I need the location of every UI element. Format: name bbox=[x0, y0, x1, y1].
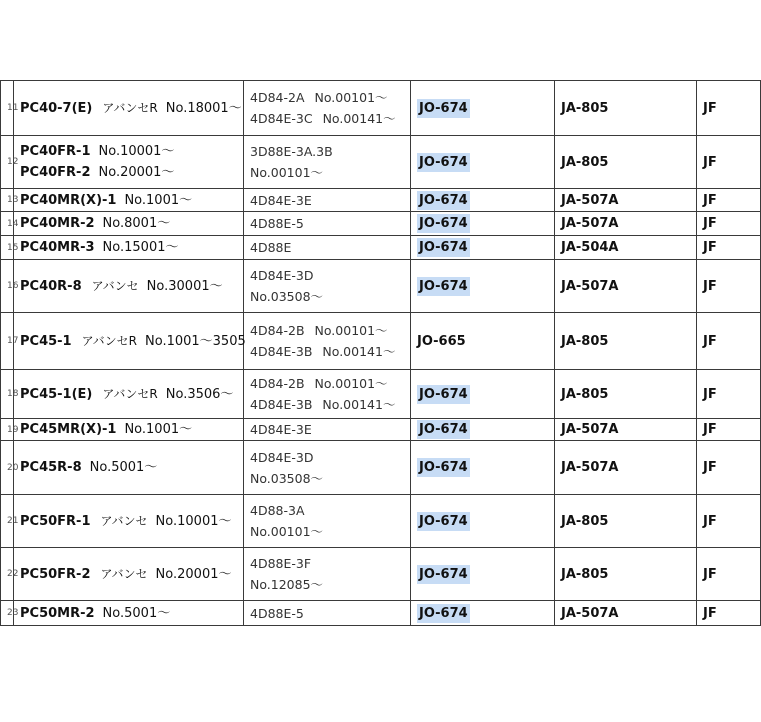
jo-part-number: JO-674 bbox=[419, 192, 468, 208]
row-number: 14 bbox=[1, 212, 14, 236]
model-cell bbox=[14, 189, 244, 212]
engine-line bbox=[250, 553, 404, 574]
jf-part-number: JF bbox=[703, 278, 717, 294]
engine-cell bbox=[244, 495, 411, 548]
ja-part-number: JA-507A bbox=[561, 460, 619, 475]
model-line bbox=[20, 419, 237, 440]
model-cell bbox=[14, 370, 244, 419]
model-serial: No.10001～ bbox=[155, 513, 232, 529]
jo-cell bbox=[411, 260, 555, 313]
model-name: PC45-1 bbox=[20, 333, 72, 349]
jf-cell bbox=[697, 419, 761, 441]
jo-cell bbox=[411, 441, 555, 495]
ja-cell bbox=[555, 601, 697, 626]
jf-cell bbox=[697, 212, 761, 236]
row-number: 17 bbox=[1, 313, 14, 370]
model-cell bbox=[14, 441, 244, 495]
jf-part-number: JF bbox=[703, 216, 717, 231]
jo-part-number: JO-674 bbox=[419, 278, 468, 294]
model-cell bbox=[14, 260, 244, 313]
jo-cell bbox=[411, 313, 555, 370]
engine-code: 4D88-3A bbox=[250, 503, 305, 518]
model-serial: No.5001～ bbox=[102, 605, 171, 621]
model-line bbox=[20, 564, 237, 585]
jo-part-number: JO-665 bbox=[417, 333, 466, 349]
jf-part-number: JF bbox=[703, 100, 717, 116]
jf-cell bbox=[697, 441, 761, 495]
model-name: PC40-7(E) bbox=[20, 100, 93, 116]
model-name: PC40MR-2 bbox=[20, 216, 95, 231]
model-variant: アバンセ bbox=[100, 513, 148, 528]
engine-code: No.03508～ bbox=[250, 289, 324, 304]
model-cell bbox=[14, 548, 244, 601]
engine-line bbox=[250, 87, 404, 108]
model-serial: No.8001～ bbox=[102, 216, 171, 231]
engine-code: No.00101～ bbox=[250, 165, 324, 180]
engine-cell bbox=[244, 260, 411, 313]
jo-cell bbox=[411, 548, 555, 601]
jf-part-number: JF bbox=[703, 422, 717, 437]
ja-cell bbox=[555, 441, 697, 495]
model-cell bbox=[14, 419, 244, 441]
jo-cell bbox=[411, 236, 555, 260]
engine-line bbox=[250, 265, 404, 286]
table-row bbox=[1, 548, 761, 601]
engine-line bbox=[250, 521, 404, 542]
engine-code: 4D84E-3E bbox=[250, 192, 312, 208]
model-line bbox=[20, 162, 237, 183]
model-cell bbox=[14, 313, 244, 370]
model-serial: No.15001～ bbox=[102, 240, 179, 255]
model-name: PC40MR(X)-1 bbox=[20, 192, 117, 208]
engine-code: 4D84-2B bbox=[250, 376, 305, 391]
ja-part-number: JA-504A bbox=[561, 240, 619, 255]
model-serial: No.30001～ bbox=[146, 278, 223, 294]
engine-cell bbox=[244, 419, 411, 441]
jo-cell bbox=[411, 370, 555, 419]
ja-part-number: JA-805 bbox=[561, 386, 609, 402]
engine-code: 4D84E-3B bbox=[250, 344, 313, 359]
engine-line bbox=[250, 419, 404, 440]
ja-part-number: JA-507A bbox=[561, 278, 619, 294]
ja-cell bbox=[555, 495, 697, 548]
engine-cell bbox=[244, 136, 411, 189]
engine-serial: No.00101～ bbox=[314, 376, 388, 391]
jo-part-number: JO-674 bbox=[419, 605, 468, 621]
jf-part-number: JF bbox=[703, 566, 717, 582]
ja-cell bbox=[555, 548, 697, 601]
jo-cell bbox=[411, 212, 555, 236]
model-cell bbox=[14, 601, 244, 626]
row-number: 13 bbox=[1, 189, 14, 212]
ja-part-number: JA-805 bbox=[561, 154, 609, 170]
model-variant: アバンセ bbox=[91, 278, 139, 293]
engine-line bbox=[250, 286, 404, 307]
parts-table bbox=[0, 80, 761, 626]
jf-cell bbox=[697, 495, 761, 548]
row-number: 16 bbox=[1, 260, 14, 313]
engine-cell bbox=[244, 601, 411, 626]
table-row bbox=[1, 212, 761, 236]
ja-cell bbox=[555, 136, 697, 189]
engine-code: No.12085～ bbox=[250, 577, 324, 592]
jf-part-number: JF bbox=[703, 192, 717, 208]
jf-cell bbox=[697, 136, 761, 189]
engine-cell bbox=[244, 81, 411, 136]
jf-part-number: JF bbox=[703, 333, 717, 349]
model-line bbox=[20, 511, 237, 532]
row-number: 21 bbox=[1, 495, 14, 548]
engine-code: 4D88E bbox=[250, 240, 292, 255]
engine-code: 4D84E-3C bbox=[250, 111, 313, 126]
model-cell bbox=[14, 495, 244, 548]
engine-code: 4D84E-3B bbox=[250, 397, 313, 412]
engine-code: No.03508～ bbox=[250, 470, 324, 486]
model-line bbox=[20, 98, 242, 119]
model-cell bbox=[14, 236, 244, 260]
model-name: PC40R-8 bbox=[20, 278, 82, 294]
ja-cell bbox=[555, 313, 697, 370]
jf-cell bbox=[697, 189, 761, 212]
model-serial: No.1001～ bbox=[124, 422, 193, 437]
jo-part-number: JO-674 bbox=[419, 100, 468, 116]
engine-serial: No.00141～ bbox=[322, 397, 396, 412]
model-serial: No.1001～3505 bbox=[145, 333, 246, 349]
ja-cell bbox=[555, 370, 697, 419]
engine-cell bbox=[244, 548, 411, 601]
table-row bbox=[1, 189, 761, 212]
engine-code: 4D84E-3E bbox=[250, 422, 312, 437]
table-row bbox=[1, 495, 761, 548]
jo-cell bbox=[411, 601, 555, 626]
jf-cell bbox=[697, 370, 761, 419]
ja-cell bbox=[555, 419, 697, 441]
engine-code: 4D88E-5 bbox=[250, 216, 304, 231]
engine-line bbox=[250, 500, 404, 521]
engine-cell bbox=[244, 441, 411, 495]
jf-cell bbox=[697, 313, 761, 370]
jo-cell bbox=[411, 81, 555, 136]
engine-line bbox=[250, 213, 404, 234]
jo-cell bbox=[411, 136, 555, 189]
jf-cell bbox=[697, 81, 761, 136]
table-row bbox=[1, 419, 761, 441]
table-row bbox=[1, 236, 761, 260]
engine-code: 4D84E-3D bbox=[250, 268, 314, 283]
ja-part-number: JA-507A bbox=[561, 605, 619, 621]
ja-part-number: JA-805 bbox=[561, 513, 609, 529]
model-name: PC50FR-1 bbox=[20, 513, 91, 529]
model-serial: No.1001～ bbox=[124, 192, 193, 208]
table-row bbox=[1, 260, 761, 313]
model-serial: No.3506～ bbox=[165, 386, 234, 402]
model-line bbox=[20, 276, 237, 297]
engine-code: 4D88E-3F bbox=[250, 556, 312, 571]
engine-line bbox=[250, 447, 404, 468]
jf-part-number: JF bbox=[703, 386, 717, 402]
jo-part-number: JO-674 bbox=[419, 422, 468, 437]
engine-line bbox=[250, 341, 404, 362]
engine-cell bbox=[244, 313, 411, 370]
parts-table-body bbox=[1, 81, 761, 626]
ja-cell bbox=[555, 189, 697, 212]
table-row bbox=[1, 81, 761, 136]
model-line bbox=[20, 384, 237, 405]
model-name: PC40FR-1 bbox=[20, 144, 91, 159]
row-number: 18 bbox=[1, 370, 14, 419]
ja-part-number: JA-507A bbox=[561, 192, 619, 208]
model-variant: アバンセR bbox=[102, 386, 158, 401]
engine-line bbox=[250, 162, 404, 183]
engine-line bbox=[250, 603, 404, 624]
jo-part-number: JO-674 bbox=[419, 566, 468, 582]
model-name: PC50FR-2 bbox=[20, 566, 91, 582]
model-cell bbox=[14, 136, 244, 189]
ja-part-number: JA-805 bbox=[561, 100, 609, 116]
jf-part-number: JF bbox=[703, 460, 717, 475]
model-line bbox=[20, 237, 237, 258]
engine-line bbox=[250, 237, 404, 258]
table-row bbox=[1, 313, 761, 370]
engine-cell bbox=[244, 236, 411, 260]
jo-part-number: JO-674 bbox=[419, 240, 468, 255]
engine-serial: No.00101～ bbox=[314, 323, 388, 338]
table-row bbox=[1, 601, 761, 626]
ja-part-number: JA-507A bbox=[561, 422, 619, 437]
model-line bbox=[20, 190, 237, 211]
model-name: PC40MR-3 bbox=[20, 240, 95, 255]
table-row bbox=[1, 441, 761, 495]
jo-part-number: JO-674 bbox=[419, 460, 468, 475]
jf-part-number: JF bbox=[703, 240, 717, 255]
model-variant: アバンセR bbox=[81, 333, 137, 348]
ja-part-number: JA-507A bbox=[561, 216, 619, 231]
row-number: 20 bbox=[1, 441, 14, 495]
engine-line bbox=[250, 394, 404, 415]
model-cell bbox=[14, 81, 244, 136]
jo-part-number: JO-674 bbox=[419, 386, 468, 402]
ja-cell bbox=[555, 212, 697, 236]
jo-part-number: JO-674 bbox=[419, 216, 468, 231]
engine-line bbox=[250, 320, 404, 341]
row-number: 23 bbox=[1, 601, 14, 626]
jf-cell bbox=[697, 601, 761, 626]
model-variant: アバンセ bbox=[100, 566, 148, 581]
engine-line bbox=[250, 108, 404, 129]
model-line bbox=[20, 603, 237, 624]
model-name: PC45-1(E) bbox=[20, 386, 93, 402]
model-serial: No.20001～ bbox=[98, 165, 175, 180]
row-number: 19 bbox=[1, 419, 14, 441]
table-row bbox=[1, 370, 761, 419]
model-line bbox=[20, 457, 237, 478]
engine-line bbox=[250, 574, 404, 595]
row-number: 15 bbox=[1, 236, 14, 260]
jo-part-number: JO-674 bbox=[419, 513, 468, 529]
jf-cell bbox=[697, 260, 761, 313]
jo-cell bbox=[411, 495, 555, 548]
engine-cell bbox=[244, 370, 411, 419]
jf-part-number: JF bbox=[703, 605, 717, 621]
model-name: PC40FR-2 bbox=[20, 165, 91, 180]
engine-code: 4D84-2B bbox=[250, 323, 305, 338]
ja-part-number: JA-805 bbox=[561, 566, 609, 582]
model-serial: No.10001～ bbox=[98, 144, 175, 159]
ja-part-number: JA-805 bbox=[561, 333, 609, 349]
ja-cell bbox=[555, 260, 697, 313]
model-name: PC45MR(X)-1 bbox=[20, 422, 117, 437]
jf-part-number: JF bbox=[703, 513, 717, 529]
model-name: PC45R-8 bbox=[20, 460, 82, 475]
model-cell bbox=[14, 212, 244, 236]
row-number: 22 bbox=[1, 548, 14, 601]
engine-code: 3D88E-3A.3B bbox=[250, 144, 333, 159]
ja-cell bbox=[555, 236, 697, 260]
model-serial: No.18001～ bbox=[165, 100, 242, 116]
engine-serial: No.00141～ bbox=[322, 111, 396, 126]
row-number: 11 bbox=[1, 81, 14, 136]
model-line bbox=[20, 141, 237, 162]
model-line bbox=[20, 213, 237, 234]
jf-cell bbox=[697, 548, 761, 601]
engine-line bbox=[250, 373, 404, 394]
model-name: PC50MR-2 bbox=[20, 605, 95, 621]
model-serial: No.20001～ bbox=[155, 566, 232, 582]
model-line bbox=[20, 331, 246, 352]
jf-cell bbox=[697, 236, 761, 260]
engine-line bbox=[250, 141, 404, 162]
jf-part-number: JF bbox=[703, 154, 717, 170]
engine-serial: No.00141～ bbox=[322, 344, 396, 359]
engine-cell bbox=[244, 212, 411, 236]
model-serial: No.5001～ bbox=[89, 460, 158, 475]
jo-part-number: JO-674 bbox=[419, 154, 468, 170]
table-row bbox=[1, 136, 761, 189]
engine-line bbox=[250, 468, 404, 489]
engine-code: No.00101～ bbox=[250, 524, 324, 539]
engine-line bbox=[250, 190, 404, 211]
engine-code: 4D84E-3D bbox=[250, 449, 314, 465]
engine-code: 4D88E-5 bbox=[250, 605, 304, 621]
jo-cell bbox=[411, 189, 555, 212]
engine-cell bbox=[244, 189, 411, 212]
row-number: 12 bbox=[1, 136, 14, 189]
ja-cell bbox=[555, 81, 697, 136]
model-variant: アバンセR bbox=[102, 100, 158, 115]
jo-cell bbox=[411, 419, 555, 441]
engine-code: 4D84-2A bbox=[250, 90, 305, 105]
engine-serial: No.00101～ bbox=[314, 90, 388, 105]
